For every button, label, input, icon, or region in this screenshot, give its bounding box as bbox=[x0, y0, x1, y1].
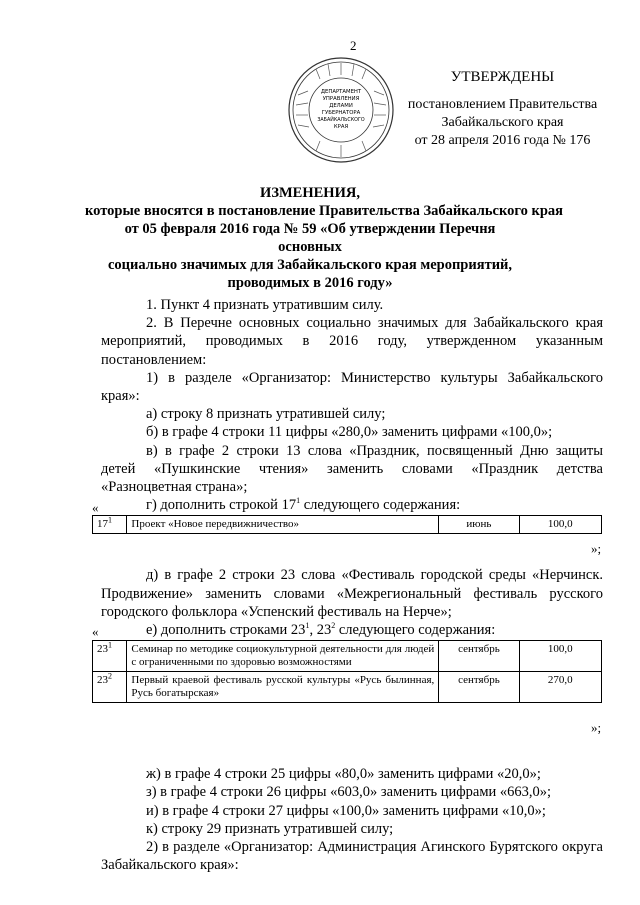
paragraph-7-sup: 1 bbox=[296, 496, 301, 506]
title-line-1: ИЗМЕНЕНИЯ, bbox=[260, 185, 360, 201]
approval-heading: УТВЕРЖДЕНЫ bbox=[450, 69, 555, 85]
paragraph-13: к) строку 29 признать утратившей силу; bbox=[146, 820, 394, 837]
document-title bbox=[85, 184, 563, 292]
table-row bbox=[93, 641, 602, 672]
paragraph-3: 1) в разделе «Организатор: Министерство культуры Забайкальского края»: bbox=[101, 369, 603, 405]
table-rows-23 bbox=[92, 640, 602, 703]
stamp-line-1: ДЕПАРТАМЕНТ bbox=[320, 89, 362, 95]
paragraph-9 bbox=[101, 621, 603, 639]
stamp-line-5: ЗАБАЙКАЛЬСКОГО bbox=[317, 118, 365, 123]
event-name: Первый краевой фестиваль русской культуры «Русь былинная, Русь богатырская» bbox=[127, 672, 439, 703]
approval-line-3: от 28 апреля 2016 года № 176 bbox=[414, 133, 591, 148]
row-number: $23^1$ bbox=[93, 641, 127, 672]
paragraph-2: 2. В Перечне основных социально значимых для Забайкальского края мероприятий, проводимых в 2016 году, утвержденном указанным постановлением: bbox=[101, 315, 603, 368]
official-stamp bbox=[286, 55, 396, 165]
event-month: сентябрь bbox=[439, 641, 519, 672]
paragraph-11: з) в графе 4 строки 26 цифры «603,0» заменить цифрами «663,0»; bbox=[146, 784, 552, 801]
paragraph-14: 2) в разделе «Организатор: Администрация Агинского Бурятского округа Забайкальского края»: bbox=[101, 839, 603, 874]
quote-close-2: »; bbox=[591, 720, 602, 735]
paragraph-9-sup-2: 2 bbox=[331, 621, 336, 631]
paragraph-7 bbox=[101, 496, 603, 514]
title-line-5: проводимых в 2016 году» bbox=[227, 275, 393, 291]
table-row bbox=[93, 516, 602, 534]
title-line-3: от 05 февраля 2016 года № 59 «Об утверждении Перечня основных bbox=[124, 221, 496, 255]
approval-line-1: постановлением Правительства bbox=[407, 97, 598, 112]
paragraph-4: а) строку 8 признать утратившей силу; bbox=[146, 406, 386, 423]
quote-open-1: « bbox=[92, 500, 99, 515]
paragraph-1: 1. Пункт 4 признать утратившим силу. bbox=[146, 297, 384, 313]
event-name: Семинар по методике социокультурной деятельности для людей с ограниченными по здоровью возможностями bbox=[127, 641, 439, 672]
stamp-line-6: КРАЯ bbox=[333, 124, 349, 130]
document-body bbox=[101, 296, 603, 874]
paragraph-9-text-c: следующего содержания: bbox=[335, 622, 496, 639]
paragraph-7-text-b: следующего содержания: bbox=[300, 497, 461, 514]
event-month: июнь bbox=[439, 516, 519, 534]
stamp-line-2: УПРАВЛЕНИЯ bbox=[322, 96, 360, 102]
title-line-4: социально значимых для Забайкальского края мероприятий, bbox=[107, 257, 513, 273]
stamp-line-4: ГУБЕРНАТОРА bbox=[321, 110, 361, 116]
event-amount: 270,0 bbox=[519, 672, 601, 703]
quote-close-1: »; bbox=[591, 541, 602, 556]
stamp-line-3: ДЕЛАМИ bbox=[329, 103, 353, 109]
quote-open-2: « bbox=[92, 624, 99, 639]
row-number: $23^2$ bbox=[93, 672, 127, 703]
paragraph-8: д) в графе 2 строки 23 слова «Фестиваль городской среды «Нерчинск. Продвижение» заменить словами «Межрегиональный фестиваль русского городского фольклора «Успенский фестиваль на Нерче»; bbox=[101, 567, 603, 620]
paragraph-9-sup-1: 1 bbox=[305, 621, 310, 631]
event-amount: 100,0 bbox=[519, 516, 601, 534]
event-name: Проект «Новое передвижничество» bbox=[127, 516, 439, 534]
table-row bbox=[93, 672, 602, 703]
paragraph-10: ж) в графе 4 строки 25 цифры «80,0» заменить цифрами «20,0»; bbox=[146, 766, 541, 783]
paragraph-9-text-b: , 23 bbox=[309, 622, 332, 639]
approval-line-2: Забайкальского края bbox=[441, 115, 564, 130]
table-row-17-1 bbox=[92, 515, 602, 534]
page-number: 2 bbox=[350, 38, 357, 53]
paragraph-7-text-a: г) дополнить строкой 17 bbox=[146, 497, 297, 514]
approval-block bbox=[395, 68, 610, 150]
event-amount: 100,0 bbox=[519, 641, 601, 672]
paragraph-5: б) в графе 4 строки 11 цифры «280,0» заменить цифрами «100,0»; bbox=[146, 424, 553, 441]
paragraph-12: и) в графе 4 строки 27 цифры «100,0» заменить цифрами «10,0»; bbox=[146, 802, 546, 819]
row-number: $17^1$ bbox=[93, 516, 127, 534]
paragraph-9-text-a: е) дополнить строками 23 bbox=[146, 622, 306, 639]
event-month: сентябрь bbox=[439, 672, 519, 703]
paragraph-6: в) в графе 2 строки 13 слова «Праздник, посвященный Дню защиты детей «Пушкинские чтения» заменить словами «Праздник детства «Разноцветная страна»; bbox=[101, 442, 603, 496]
title-line-2: которые вносятся в постановление Правительства Забайкальского края bbox=[85, 203, 563, 219]
